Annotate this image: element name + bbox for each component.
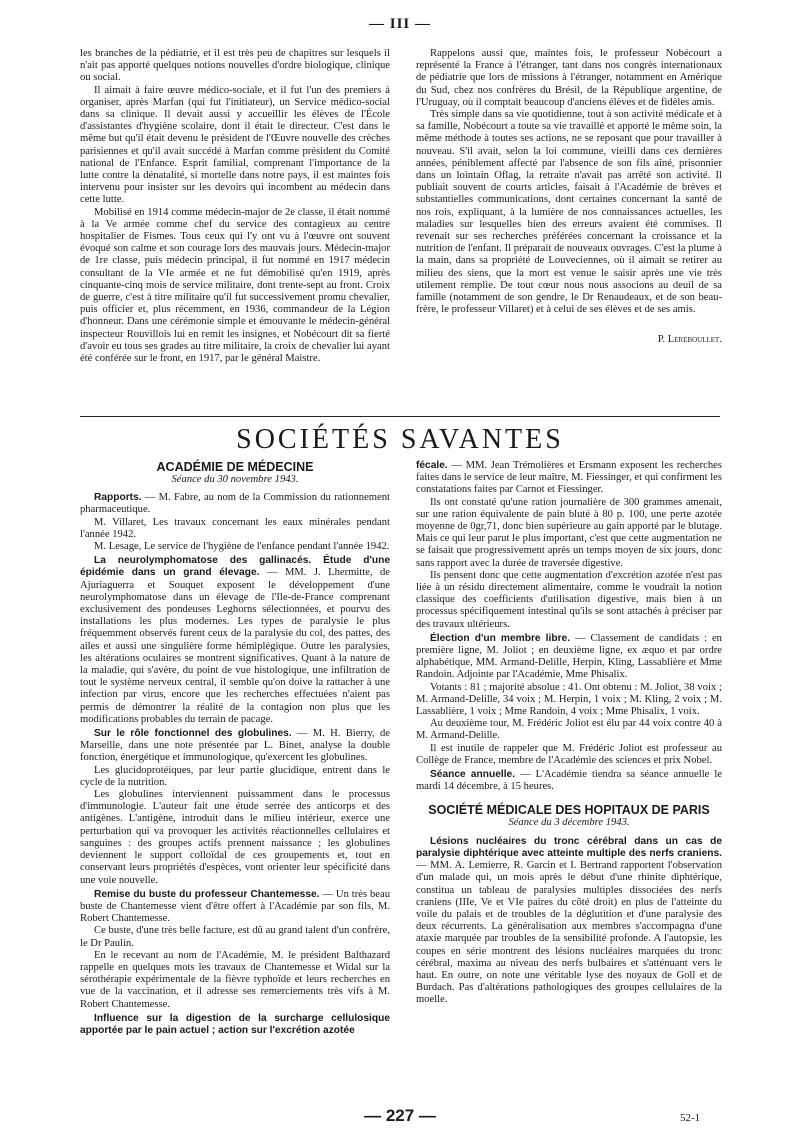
paragraph: Ils ont constaté qu'une ration journalière de 300 grammes amenait, sur une ration équivalente de pain bluté à 80 p. 100, une perte azotée moyenne de 0gr,71, donc bien supérieure au gain apporté par le blutage. Mais ce qui leur parut le plus important, c'est que cette augmentation ne se faisait que progressivement après un temps moyen de six jours, donc sans rapport avec la durée de traversée digestive.: [416, 496, 722, 569]
paragraph: Au deuxième tour, M. Frédéric Joliot est élu par 44 voix contre 40 à M. Armand-Delille.: [416, 718, 722, 742]
paragraph: — MM. Jean Trémolières et Ersmann exposent les recherches faites dans le service de leur maître, M. Fiessinger, et qui confirment les constatations faites par Carnot et Fiessinger.: [416, 460, 722, 496]
paragraph: — MM. A. Lemierre, R. Garcin et I. Bertrand rapportent l'observation d'un malade qui, un mois après le début d'une rhinite diphtérique, constitua un tableau de paralysies multiples dissociées des nerfs craniens (IIIe, Ve et VIe paires du côté droit) en plus de l'atteinte du voile du palais et de troubles de la déglutition et d'une paralysie des deux récurrents. La généralisation aux membres s'accompagna d'une ataxie marquée par troubles de la sensibilité profonde. A l'autopsie, les coupes en série montrent des lésions nucléaires marquées du tronc cérébral, maxima au niveau des nerfs bulbaires et s'atténuant vers le haut. En outre, on note une véritable lyse des noyaux de Goll et de Burdach. Pas d'altérations pathologiques des groupes cellulaires de la moelle.: [416, 860, 722, 1006]
paragraph: — MM. J. Lhermitte, de Ajuriaguerra et Souquet exposent le développement d'une neurolymphomatose dans un élevage de l'Ile-de-France comprenant exclusivement des pondeuses Leghorns sélectionnées, et pourvu des installations les plus modernes. Les types de paralysie le plus fréquemment observés furent ceux de la paralysie du col, des pattes, des ailes et aussi une singulière forme hémiplégique. Outre les paralysies, les altérations oculaires se montrent significatives. Quant à la nature de la maladie, qui s'avère, du point de vue histologique, une infiltration de tout le système nerveux central, il semble qu'on doive la rattacher à une infection par virus, encore que les recherches effectuées n'aient pas permis de démontrer la réalité de la contagion non plus que les modifications probables du terrain de pacage.: [80, 567, 390, 725]
session-date: Séance du 30 novembre 1943.: [171, 474, 299, 485]
paragraph: — M. H. Bierry, de Marseille, dans une note présentée par L. Binet, analyse la double fonction, énergétique et immunologique, qu'exercent les globulines.: [80, 728, 390, 764]
obituary-column-left: [80, 48, 390, 365]
paragraph: Les glucidoprotéiques, par leur partie glucidique, entrent dans le cycle de la nutrition.: [80, 764, 390, 788]
paragraph: Ils pensent donc que cette augmentation d'excrétion azotée n'est pas liée à un résidu directement alimentaire, comme le voudrait la notion classique des coefficients d'utilisation digestive, mais bien à un processus spécifiquement intestinal qu'ils se sont attachés à préciser par des travaux ultérieurs.: [416, 569, 722, 630]
academie-column-right: [416, 460, 722, 1007]
author-signature: P. Lereboullet.: [657, 334, 722, 346]
paragraph: M. Lesage, Le service de l'hygiène de l'enfance pendant l'année 1942.: [94, 541, 390, 553]
subheading: Remise du buste du professeur Chantemesse.: [94, 888, 320, 900]
paragraph: M. Villaret, Les travaux concernant les eaux minérales pendant l'année 1942.: [80, 516, 390, 540]
subheading: Élection d'un membre libre.: [430, 632, 571, 644]
running-header: — III —: [368, 16, 431, 32]
subheading: Lésions nucléaires du tronc cérébral dans un cas de paralysie diphtérique avec atteinte multiple des nerfs craniens.: [416, 835, 722, 859]
issue-code: 52-1: [680, 1112, 701, 1124]
paragraph: Il aimait à faire œuvre médico-sociale, et il fut l'un des premiers à organiser, après Marfan (qui fut l'initiateur), un Service médico-social dans sa clinique. Il devait aussi y accueillir les élèves de l'École d'assistantes d'hygiène scolaire, dont il était le directeur. C'est dans le même but qu'il était devenu le président de l'Œuvre nouvelle des crèches parisiennes et qu'il avait succédé à Marfan comme président du Comité national de l'Enfance. Esprit familial, comprenant l'importance de la lutte contre la dénatalité, si mortelle dans notre pays, il est maintes fois intervenu pour insister sur les devoirs qui incombent au médecin dans cette lutte.: [80, 84, 390, 206]
paragraph: — Classement de candidats : en première ligne, M. Joliot ; en deuxième ligne, ex æquo et par ordre alphabétique, MM. Armand-Delille, Herpin, Kling, Lassablière et Mme Randoin. Adjointe par l'Académie, Mme Phisalix.: [416, 632, 722, 681]
paragraph: Votants : 81 ; majorité absolue : 41. Ont obtenu : M. Joliot, 38 voix ; M. Armand-Delille, 34 voix ; M. Herpin, 1 voix ; M. Kling, 2 voix ; M. Lassablière, 1 voix ; Mme Randoin, 4 voix ; Mme Phisalix, 1 voix.: [416, 681, 722, 718]
society-title: ACADÉMIE DE MÉDECINE: [156, 460, 314, 474]
academie-column-left: [80, 460, 390, 1037]
session-date: Séance du 3 décembre 1943.: [508, 817, 630, 829]
paragraph: Très simple dans sa vie quotidienne, tout à son activité médicale et à sa famille, Nobécourt a toute sa vie travaillé et apporté le même soin, la même méthode à toutes ses actions, ne se reposant que pour travailler à nouveau. S'il avait, selon la loi commune, vieilli dans ces dernières années, péniblement affecté par l'absence de son fils aîné, prisonnier dans un lointain Oflag, la retraite n'avait pas arrêté son activité. Il publiait souvent de courts articles, faisait à l'Académie de brèves et substantielles communications, dont certaines concernant la santé de nos rois, expliquant, à la lumière de nos connaissances actuelles, les maladies sur lesquelles bien des erreurs avaient été commises. Il revenait sur ses recherches préférées concernant la croissance et la nutrition de l'enfant. Il préparait de nouveaux ouvrages. C'est la plume à la main, dans sa propriété de Louveciennes, où il aimait se retirer au milieu des siens, que la mort est venue le saisir après une vie très utilement remplie. De tout cœur nous nous associons au deuil de sa famille (notamment de son gendre, le Dr Renaudeaux, et de son beau-frère, le professeur Villaret) et à celui de ses élèves et de ses amis.: [416, 109, 722, 316]
paragraph: Rappelons aussi que, maintes fois, le professeur Nobécourt a représenté la France à l'étranger, tant dans nos congrès internationaux de pédiatrie que lors de missions à l'étranger, notamment en Amérique du Sud, chez nos confrères du Brésil, de la République argentine, de l'Uruguay, où il comptait beaucoup d'anciens élèves et de fidèles amis.: [416, 48, 722, 108]
paragraph: En le recevant au nom de l'Académie, M. le président Balthazard rappelle en quelques mots les travaux de Chantemesse et Widal sur la sérothérapie expérimentale de la fièvre typhoïde et leurs recherches en vue de la vaccination, et il adresse ses remerciements très vifs à M. Robert Chantemesse.: [80, 949, 390, 1010]
paragraph: Les globulines interviennent puissamment dans le processus d'immunologie. L'auteur fait une étude serrée des anticorps et des antigènes. L'antigène, introduit dans le milieu intérieur, exerce une perturbation qui va provoquer les activités réactionnelles cellulaires et sanguines : des groupes actifs prennent naissance ; les globulines deviennent le support colloïdal de ces groupements et, tout en conservant leurs propriétés d'espèces, vont orienter leur spécificité dans une voie nouvelle.: [80, 789, 390, 886]
paragraph: — L'Académie tiendra sa séance annuelle le mardi 14 décembre, à 15 heures.: [416, 769, 722, 793]
subheading: La neurolymphomatose des gallinacés. Étude d'une épidémie dans un grand élevage.: [80, 555, 390, 579]
page-number: — 227 —: [364, 1106, 436, 1125]
section-banner: SOCIÉTÉS SAVANTES: [236, 424, 564, 455]
section-divider: [80, 416, 720, 417]
paragraph: Il est inutile de rappeler que M. Frédéric Joliot est professeur au Collège de France, membre de l'Académie des sciences et prix Nobel.: [416, 742, 722, 766]
obituary-column-right: [416, 48, 722, 347]
paragraph: — M. Fabre, au nom de la Commission du rationnement pharmaceutique.: [80, 492, 390, 516]
subheading: Sur le rôle fonctionnel des globulines.: [94, 728, 292, 740]
subheading: Influence sur la digestion de la surcharge cellulosique apportée par le pain actuel ; action sur l'excrétion azotée: [80, 1012, 390, 1036]
paragraph: Mobilisé en 1914 comme médecin-major de 2e classe, il était nommé à la Ve armée comme chef du service des contagieux au centre hospitalier de Fismes. Tous ceux qui l'y ont vu à l'œuvre ont souvent évoqué son calme et son courage lors des mauvais jours. Médecin-major de 1re classe, puis médecin principal, il fut nommé en 1917 médecin consultant de la VIe armée et ne fut démobilisé qu'en 1919, après cinquante-cinq mois de service militaire, dont trente-sept au front. Croix de guerre, c'est à titre militaire qu'il fut successivement promu chevalier, puis officier et, plus récemment, en 1936, commandeur de la Légion d'honneur. Dans une cérémonie simple et émouvante le médecin-général inspecteur Rouvillois lui en remit les insignes, et Nobécourt dit sa fierté d'avoir eu tous ses grades au titre militaire, la croix de chevalier lui ayant été conférée sur le front, en 1917, par le général Maistre.: [80, 206, 390, 365]
paragraph: Ce buste, d'une très belle facture, est dû au grand talent d'un confrère, le Dr Paulin.: [80, 925, 390, 949]
subheading: Rapports.: [94, 492, 142, 504]
subheading: Séance annuelle.: [430, 769, 516, 781]
paragraph: — Un très beau buste de Chantemesse vient d'être offert à l'Académie par son fils, M. Robert Chantemesse.: [80, 888, 390, 925]
society-title: SOCIÉTÉ MÉDICALE DES HOPITAUX DE PARIS: [428, 803, 710, 818]
paragraph: les branches de la pédiatrie, et il est très peu de chapitres sur lesquels il n'ait pas apporté quelques notions nouvelles d'ordre biologique, clinique ou social.: [80, 48, 390, 84]
subheading: fécale.: [416, 460, 448, 471]
